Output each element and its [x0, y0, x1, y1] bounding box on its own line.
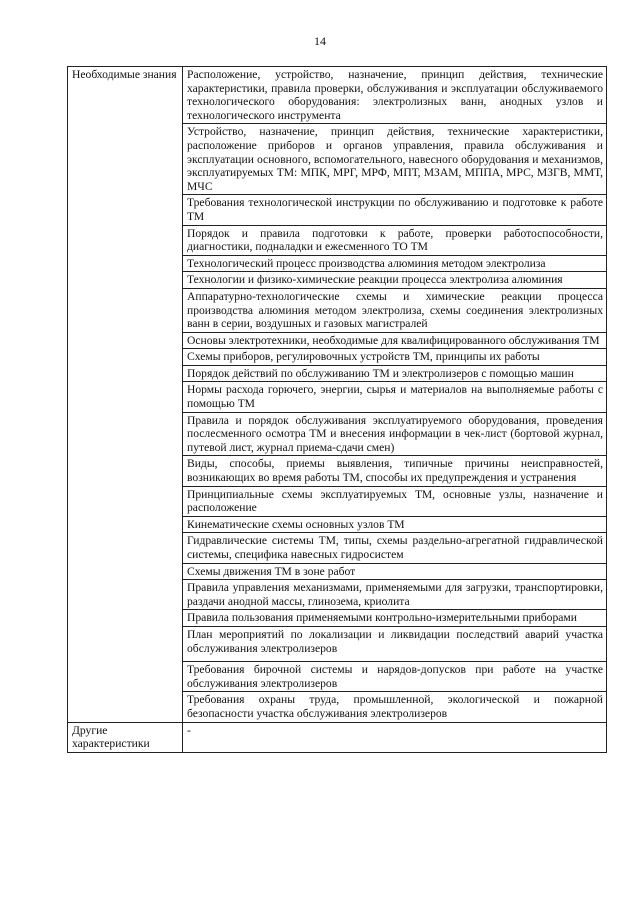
list-item: Кинематические схемы основных узлов ТМ	[183, 516, 607, 533]
list-item: Аппаратурно-технологические схемы и химические реакции процесса производства алюминия методом электролиза, схемы соединения электролизных ванн в серии, воздушных и газовых магистралей	[183, 288, 607, 332]
list-item: Правила управления механизмами, применяемыми для загрузки, транспортировки, раздачи анодной массы, глинозема, криолита	[183, 580, 607, 610]
list-item: Расположение, устройство, назначение, принцип действия, технические характеристики, правила проверки, обслуживания и эксплуатации обслуживаемого технологического оборудования: электролизных ванн, анодных узлов и технологического инструмента	[183, 67, 607, 124]
list-item: Нормы расхода горючего, энергии, сырья и материалов на выполняемые работы с помощью ТМ	[183, 382, 607, 412]
list-item: Требования бирочной системы и нарядов-допусков при работе на участке обслуживания электролизеров	[183, 662, 607, 692]
list-item: Правила и порядок обслуживания эксплуатируемого оборудования, проведения послесменного осмотра ТМ и внесения информации в чек-лист (бортовой журнал, путевой лист, журнал приема-сдачи смен)	[183, 412, 607, 456]
requirements-table	[67, 66, 607, 753]
list-item: Технологии и физико-химические реакции процесса электролиза алюминия	[183, 272, 607, 289]
list-item: Схемы приборов, регулировочных устройств ТМ, принципы их работы	[183, 349, 607, 366]
list-item: Гидравлические системы ТМ, типы, схемы раздельно-агрегатной гидравлической системы, специфика навесных гидросистем	[183, 533, 607, 563]
list-item: Виды, способы, приемы выявления, типичные причины неисправностей, возникающих во время работы ТМ, способы их предупреждения и устранения	[183, 456, 607, 486]
list-item: Требования охраны труда, промышленной, экологической и пожарной безопасности участка обслуживания электролизеров	[183, 692, 607, 722]
list-item: Порядок действий по обслуживанию ТМ и электролизеров с помощью машин	[183, 365, 607, 382]
list-item: Технологический процесс производства алюминия методом электролиза	[183, 255, 607, 272]
list-item: Принципиальные схемы эксплуатируемых ТМ, основные узлы, назначение и расположение	[183, 486, 607, 516]
knowledge-label: Необходимые знания	[68, 67, 183, 723]
list-item: Схемы движения ТМ в зоне работ	[183, 563, 607, 580]
table-row	[68, 722, 607, 752]
other-characteristics-label: Другие характеристики	[68, 722, 183, 752]
list-item: Требования технологической инструкции по обслуживанию и подготовке к работе ТМ	[183, 195, 607, 225]
list-item: Правила пользования применяемыми контрольно-измерительными приборами	[183, 610, 607, 627]
table-row	[68, 67, 607, 124]
list-item: Порядок и правила подготовки к работе, проверки работоспособности, диагностики, подналадки и ежесменного ТО ТМ	[183, 225, 607, 255]
other-characteristics-value: -	[183, 722, 607, 752]
page-number: 14	[314, 34, 326, 48]
list-item: Устройство, назначение, принцип действия, технические характеристики, расположение приборов и органов управления, правила обслуживания и эксплуатации основного, вспомогательного, навесного оборудования и механизмов, эксплуатируемых ТМ: МПК, МРГ, МРФ, МПТ, МЗАМ, МППА, МРС, МЗГВ, ММТ, МЧС	[183, 124, 607, 195]
list-item: Основы электротехники, необходимые для квалифицированного обслуживания ТМ	[183, 332, 607, 349]
list-item: План мероприятий по локализации и ликвидации последствий аварий участка обслуживания электролизеров	[183, 626, 607, 661]
